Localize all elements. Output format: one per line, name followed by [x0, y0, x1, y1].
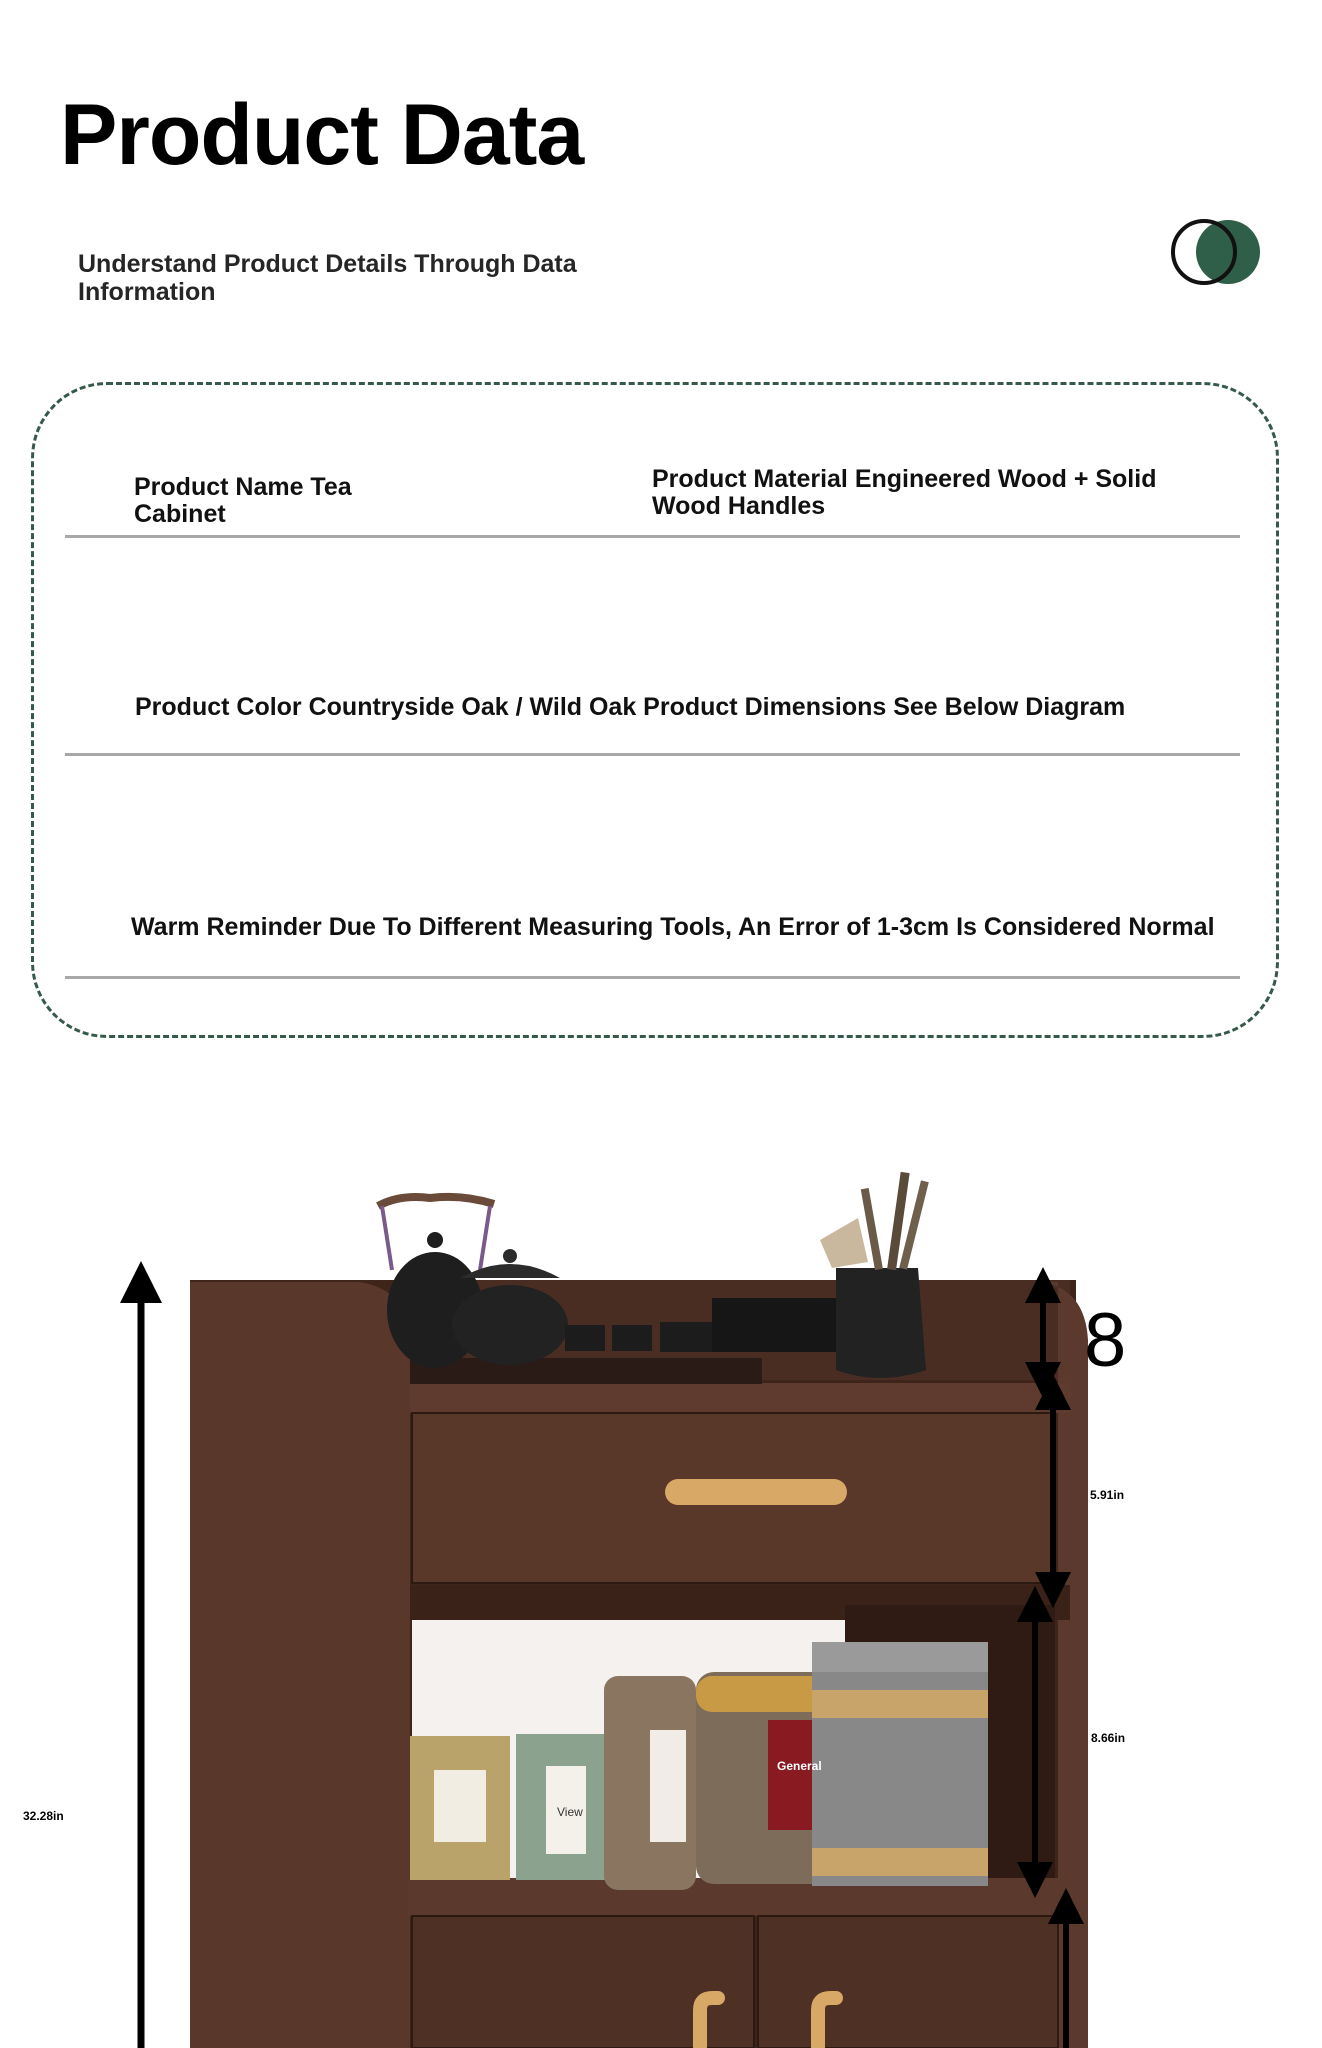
tin-label-view: View: [557, 1805, 583, 1819]
divider: [65, 535, 1240, 538]
page-title: Product Data: [60, 87, 584, 183]
top-rail-label: 8: [1084, 1298, 1127, 1383]
divider: [65, 753, 1240, 756]
product-material: Product Material Engineered Wood + Solid Wood Handles: [652, 465, 1157, 520]
product-color-dimensions: Product Color Countryside Oak / Wild Oak Product Dimensions See Below Diagram: [135, 693, 1126, 721]
brand-circles-icon: [1168, 218, 1264, 288]
shelf-height-label: 8.66in: [1091, 1731, 1126, 1745]
divider: [65, 976, 1240, 979]
drawer-height-label: 5.91in: [1090, 1488, 1125, 1502]
product-name: Product Name Tea Cabinet: [134, 473, 352, 528]
tin-label-general: General: [777, 1759, 822, 1773]
warm-reminder: Warm Reminder Due To Different Measuring Tools, An Error of 1-3cm Is Considered Normal: [131, 913, 1215, 941]
page-subtitle: Understand Product Details Through Data Information: [78, 250, 577, 306]
total-height-label: 32.28in: [23, 1809, 64, 1823]
cabinet-dimension-diagram: [0, 1150, 1322, 2048]
